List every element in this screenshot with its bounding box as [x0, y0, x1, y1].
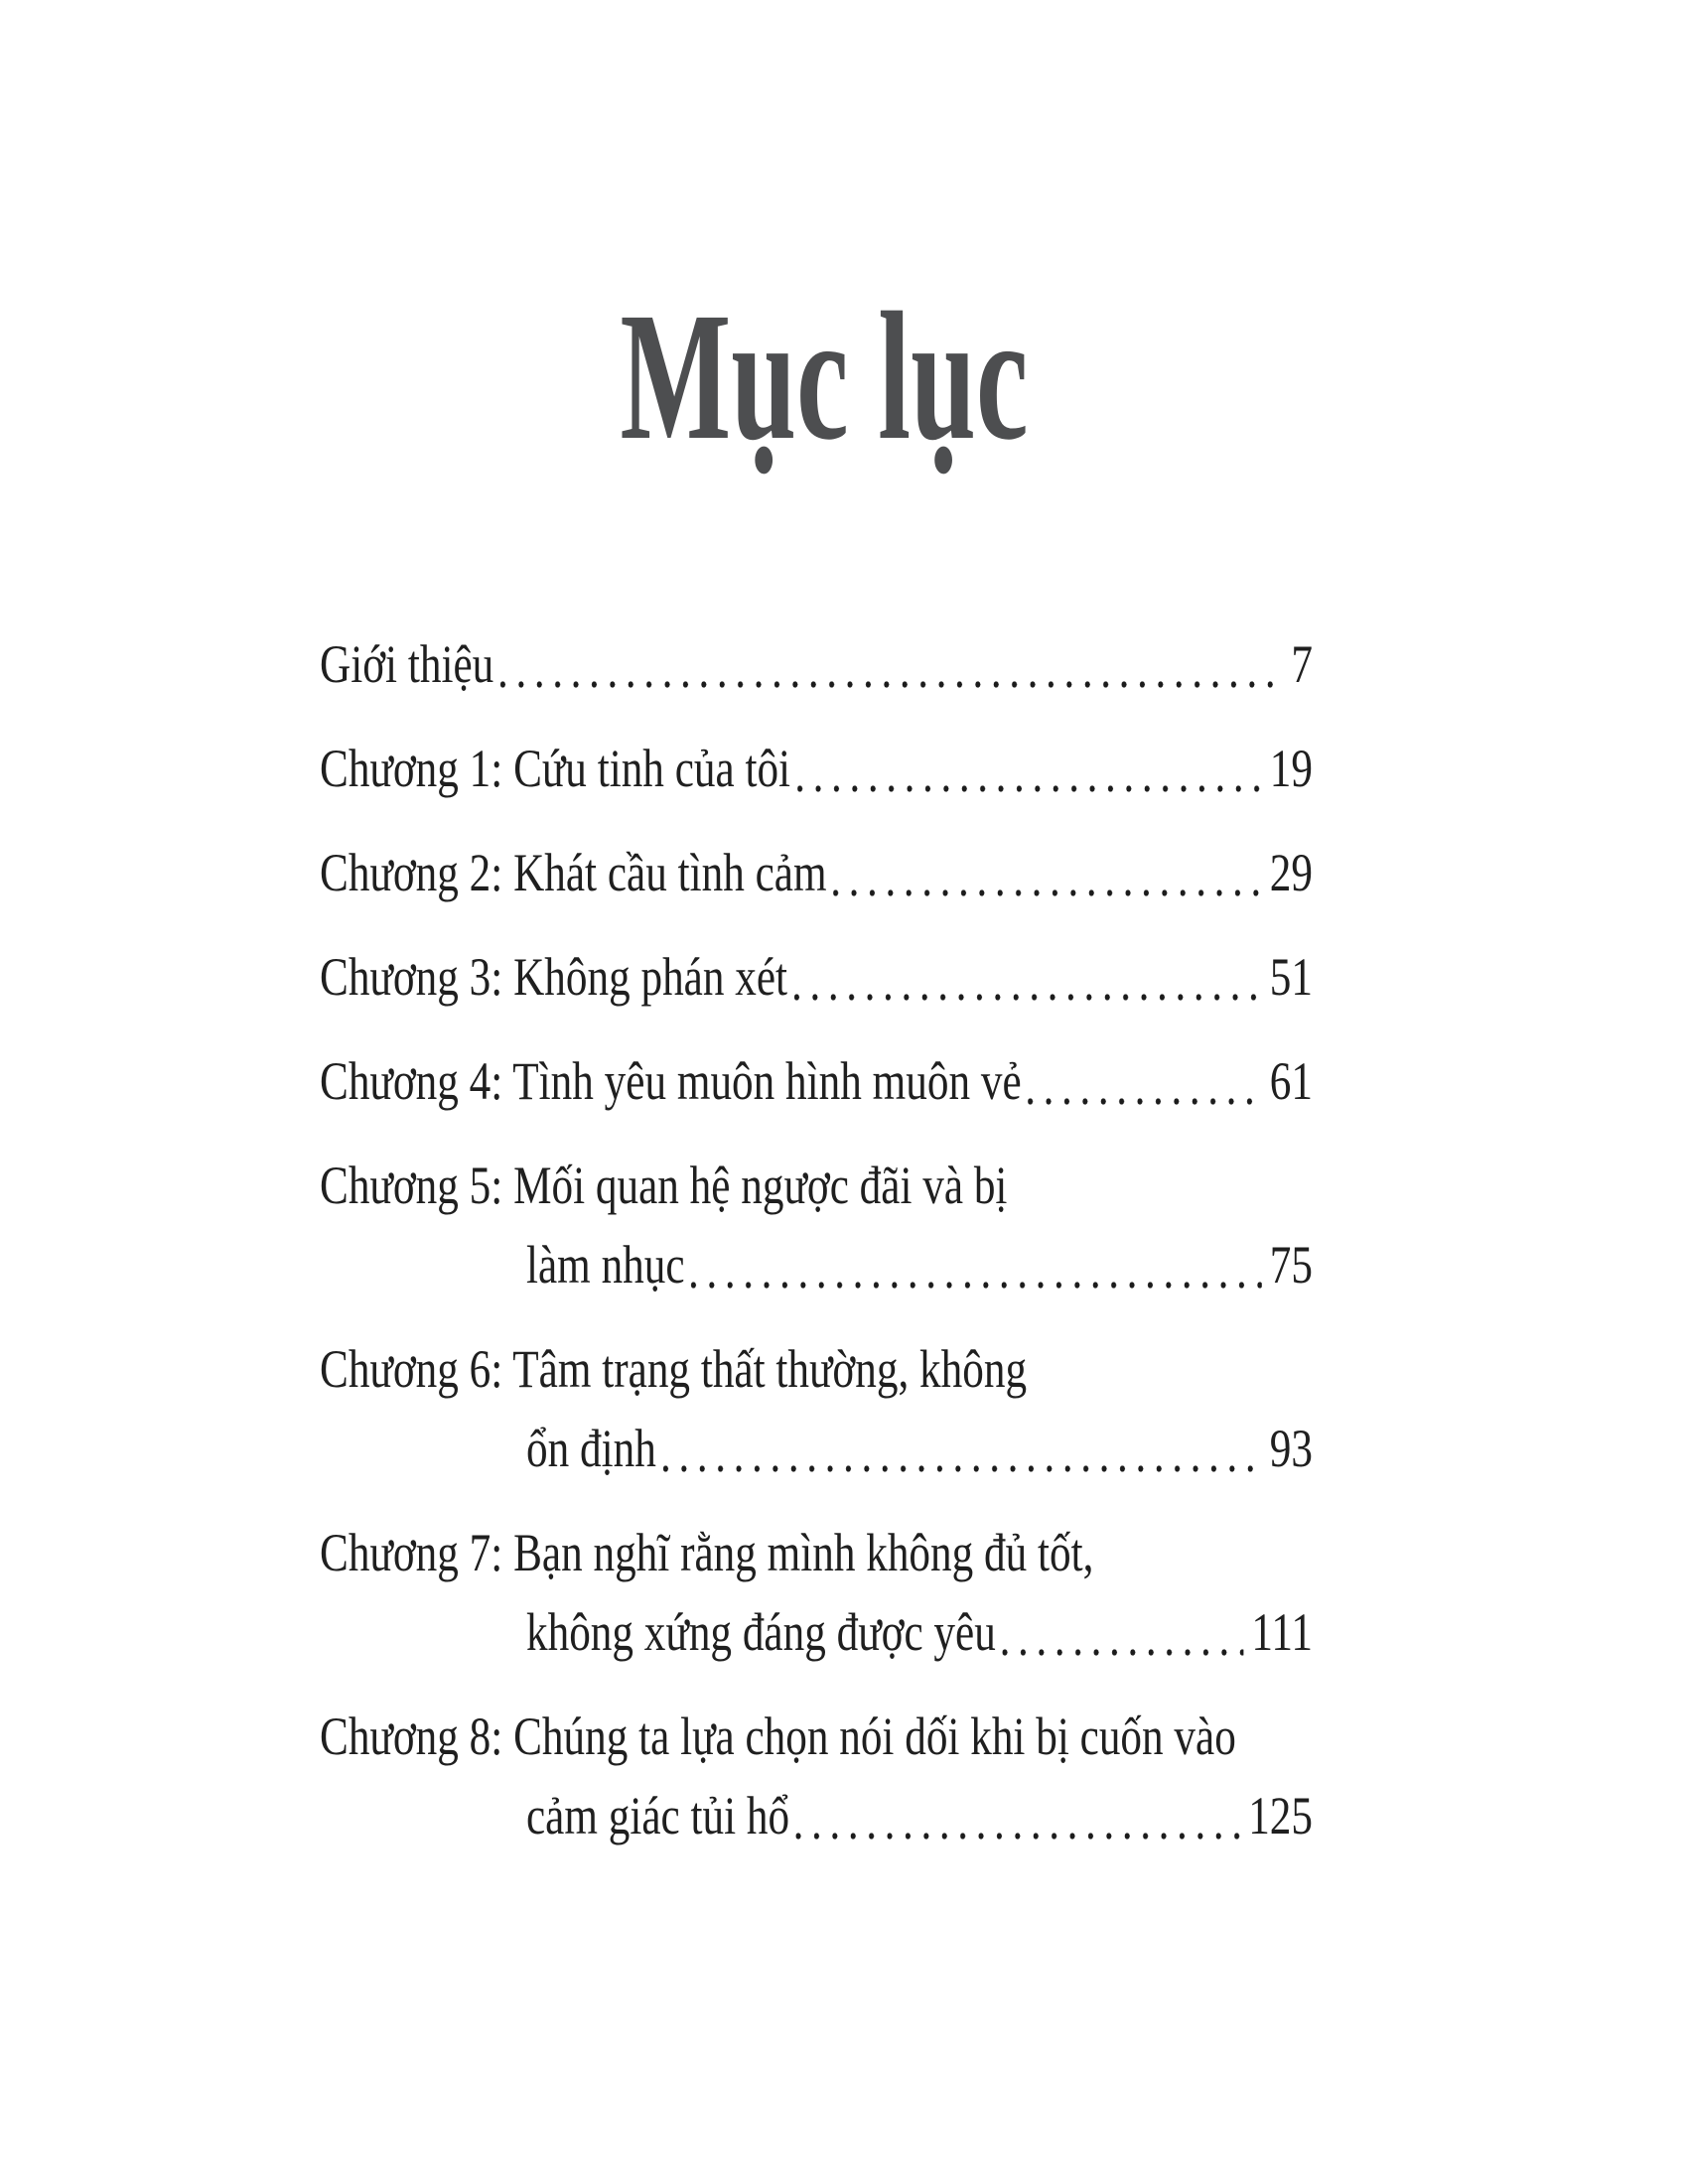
dot-leader [793, 994, 1261, 1001]
page-number: 29 [1269, 843, 1313, 902]
toc-line [320, 1329, 1313, 1409]
toc-entry [320, 1329, 1313, 1488]
page-number: 125 [1248, 1786, 1313, 1845]
page-number: 7 [1291, 634, 1313, 694]
toc-line [320, 833, 1313, 912]
page-number: 93 [1269, 1419, 1313, 1478]
toc-line [320, 937, 1313, 1017]
toc-line [320, 1697, 1313, 1776]
page-number: 19 [1269, 739, 1313, 798]
toc-entry [320, 1146, 1313, 1304]
page-number: 61 [1269, 1051, 1313, 1111]
dot-leader [1002, 1649, 1243, 1656]
toc-entry [320, 937, 1313, 1017]
toc-line [320, 1041, 1313, 1121]
entry-text: Chương 7: Bạn nghĩ rằng mình không đủ tốt, [320, 1523, 1094, 1582]
toc-line [526, 1592, 1313, 1672]
page-number: 51 [1269, 947, 1313, 1007]
toc-entry [320, 624, 1313, 704]
toc-line [526, 1409, 1313, 1488]
dot-leader [796, 1833, 1241, 1840]
toc-line [526, 1225, 1313, 1304]
entry-text: Chương 6: Tâm trạng thất thường, không [320, 1339, 1028, 1399]
entry-text: Chương 5: Mối quan hệ ngược đãi và bị [320, 1156, 1008, 1215]
entry-text: Chương 1: Cứu tinh của tôi [320, 739, 791, 798]
entry-text: Giới thiệu [320, 634, 494, 694]
toc-line [320, 1146, 1313, 1225]
toc-line [320, 1513, 1313, 1592]
toc-entry [320, 1513, 1313, 1672]
toc-entry [320, 729, 1313, 808]
entry-text: không xứng đáng được yêu [526, 1602, 996, 1662]
dot-leader [662, 1465, 1262, 1472]
toc-entry [320, 1697, 1313, 1855]
entry-text: Chương 8: Chúng ta lựa chọn nói dối khi bị cuốn vào [320, 1706, 1236, 1766]
entry-text: ổn định [526, 1419, 656, 1478]
toc-list [320, 624, 1313, 1880]
dot-leader [691, 1282, 1262, 1289]
dot-leader [796, 785, 1261, 792]
page-number: 75 [1269, 1235, 1313, 1295]
entry-text: cảm giác tủi hổ [526, 1786, 790, 1845]
toc-line [320, 729, 1313, 808]
page-title: Mục lục [620, 275, 1029, 478]
entry-text: Chương 3: Không phán xét [320, 947, 788, 1007]
page-number: 111 [1251, 1602, 1313, 1662]
entry-text: Chương 4: Tình yêu muôn hình muôn vẻ [320, 1051, 1022, 1111]
dot-leader [1028, 1098, 1262, 1105]
entry-text: Chương 2: Khát cầu tình cảm [320, 843, 827, 902]
dot-leader [833, 889, 1262, 896]
dot-leader [500, 681, 1284, 688]
toc-line [320, 624, 1313, 704]
toc-entry [320, 1041, 1313, 1121]
toc-line [526, 1776, 1313, 1855]
entry-text: làm nhục [526, 1235, 685, 1295]
toc-entry [320, 833, 1313, 912]
